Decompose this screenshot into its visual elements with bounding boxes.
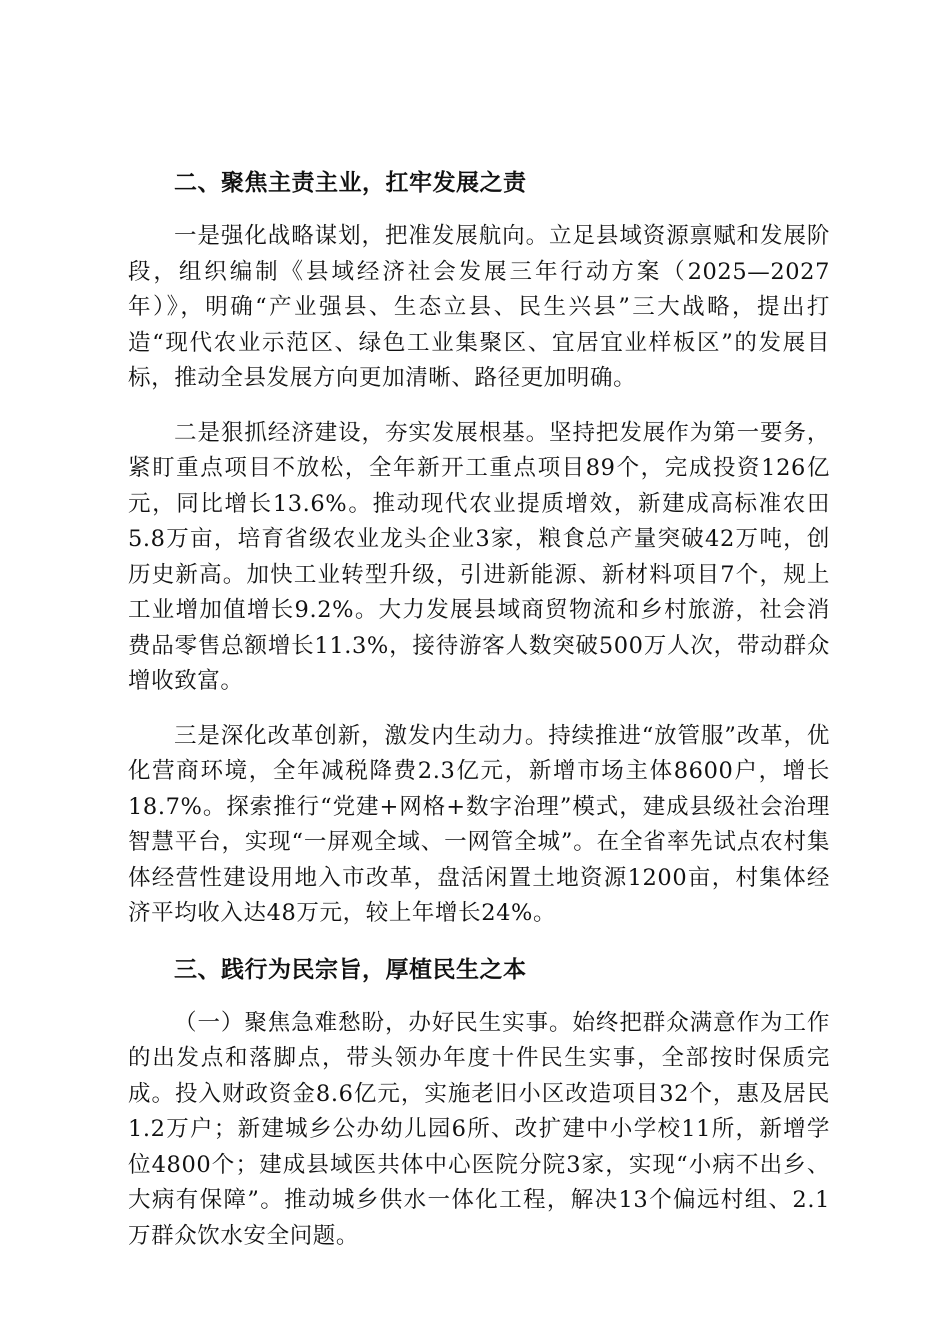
section-3-heading: 三、践行为民宗旨，厚植民生之本	[174, 956, 527, 983]
section-2-heading: 二、聚焦主责主业，扛牢发展之责	[174, 170, 527, 196]
paragraph-livelihood-projects: （一）聚焦急难愁盼，办好民生实事。始终把群众满意作为工作的出发点和落脚点，带头领办年度十件民生实事，全部按时保质完成。投入财政资金8.6亿元，实施老旧小区改造项目32个，惠及居民1.2万户；新建城乡公办幼儿园6所、改扩建中小学校11所，新增学位4800个；建成县域医共体中心医院分院3家，实现“小病不出乡、大病有保障”。推动城乡供水一体化工程，解决13个偏远村组、2.1万群众饮水安全问题。	[128, 1009, 830, 1249]
document-body	[128, 163, 830, 1254]
paragraph-strategy-planning: 一是强化战略谋划，把准发展航向。立足县域资源禀赋和发展阶段，组织编制《县域经济社会发展三年行动方案（2025—2027年）》，明确“产业强县、生态立县、民生兴县”三大战略，提出打造“现代农业示范区、绿色工业集聚区、宜居宜业样板区”的发展目标，推动全县发展方向更加清晰、路径更加明确。	[128, 223, 830, 391]
paragraph-economic-construction: 二是狠抓经济建设，夯实发展根基。坚持把发展作为第一要务，紧盯重点项目不放松，全年新开工重点项目89个，完成投资126亿元，同比增长13.6%。推动现代农业提质增效，新建成高标准农田5.8万亩，培育省级农业龙头企业3家，粮食总产量突破42万吨，创历史新高。加快工业转型升级，引进新能源、新材料项目7个，规上工业增加值增长9.2%。大力发展县域商贸物流和乡村旅游，社会消费品零售总额增长11.3%，接待游客人数突破500万人次，带动群众增收致富。	[128, 419, 830, 694]
paragraph-reform-innovation: 三是深化改革创新，激发内生动力。持续推进“放管服”改革，优化营商环境，全年减税降费2.3亿元，新增市场主体8600户，增长18.7%。探索推行“党建+网格+数字治理”模式，建成县级社会治理智慧平台，实现“一屏观全域、一网管全城”。在全省率先试点农村集体经营性建设用地入市改革，盘活闲置土地资源1200亩，村集体经济平均收入达48万元，较上年增长24%。	[128, 722, 830, 926]
